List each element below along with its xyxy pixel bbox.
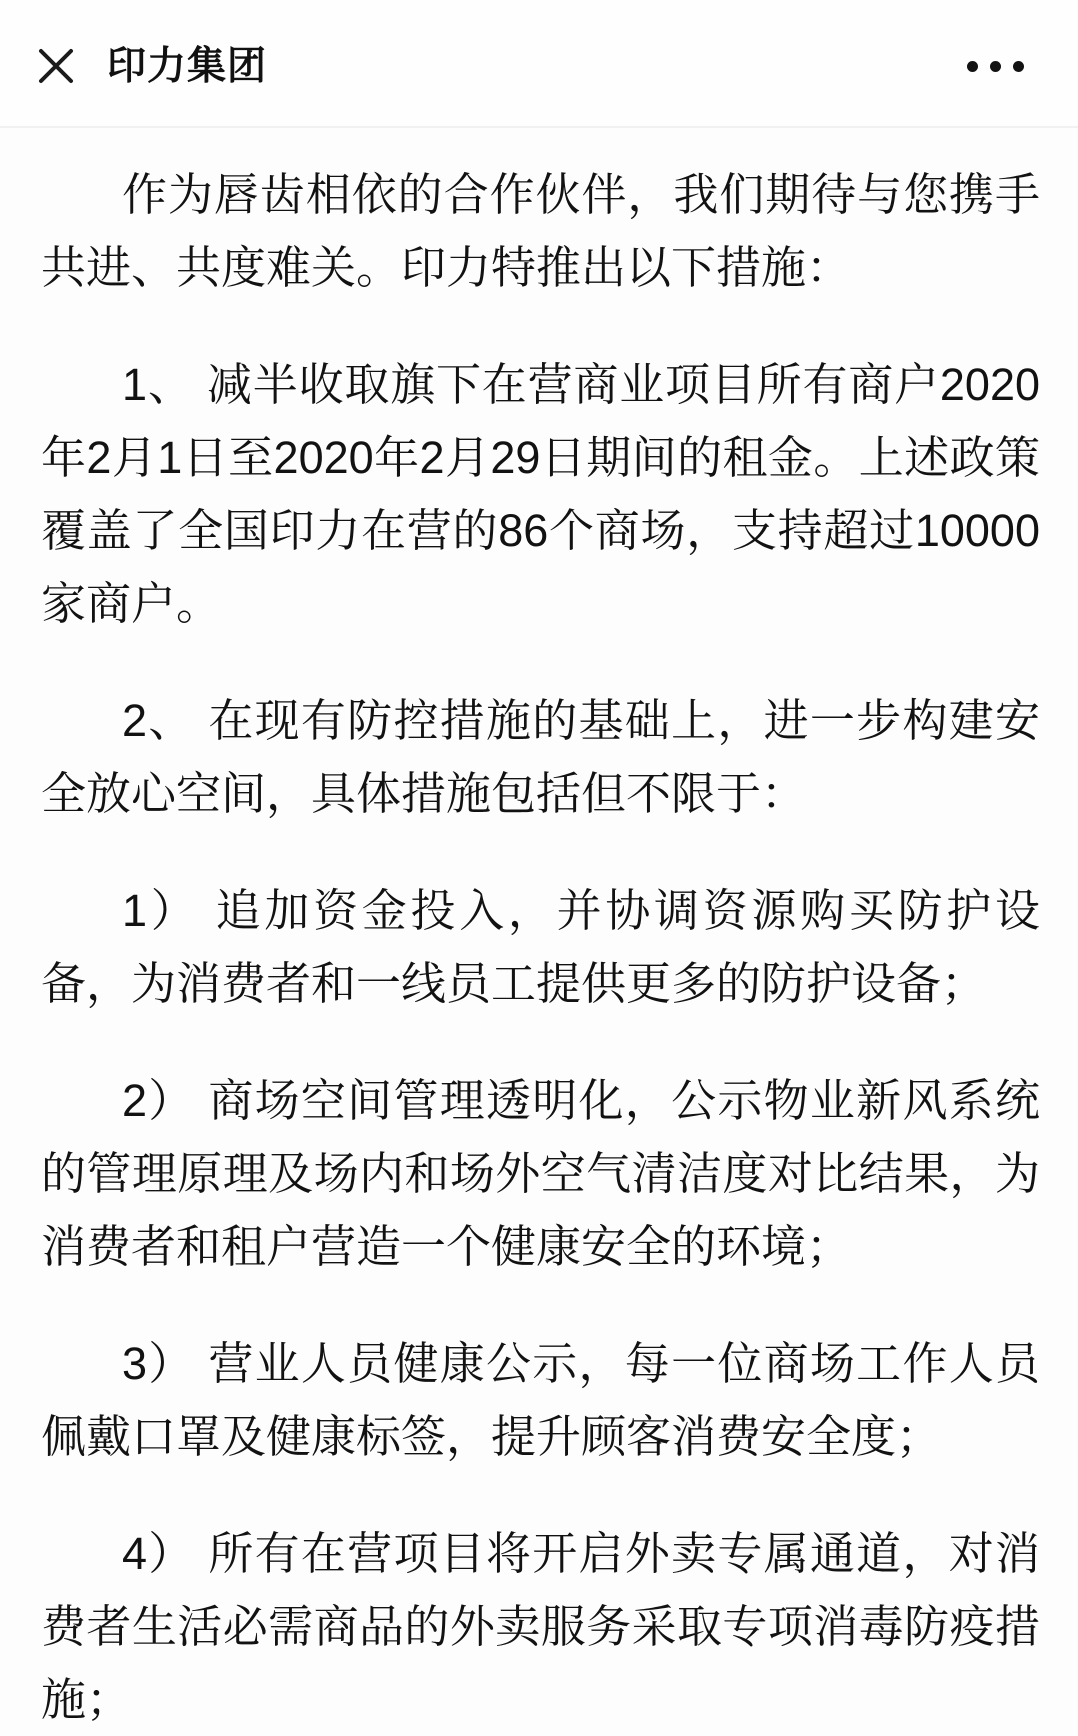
more-menu-button[interactable]: [965, 47, 1026, 86]
page-title: 印力集团: [107, 44, 268, 88]
paragraph-measure-1: 1、 减半收取旗下在营商业项目所有商户2020年2月1日至2020年2月29日期间的租金。上述政策覆盖了全国印力在营的86个商场，支持超过10000家商户。: [41, 359, 1040, 629]
ellipsis-dot: [967, 61, 978, 72]
paragraph-sub-3: 3） 营业人员健康公示，每一位商场工作人员佩戴口罩及健康标签，提升顾客消费安全度；: [41, 1338, 1040, 1462]
titlebar: [0, 0, 1078, 128]
paragraph-intro: 作为唇齿相依的合作伙伴，我们期待与您携手共进、共度难关。印力特推出以下措施：: [41, 169, 1040, 293]
paragraph-sub-1: 1） 追加资金投入，并协调资源购买防护设备，为消费者和一线员工提供更多的防护设备；: [41, 885, 1040, 1009]
paragraph-measure-2: 2、 在现有防控措施的基础上，进一步构建安全放心空间，具体措施包括但不限于：: [41, 695, 1040, 819]
ellipsis-icon: [967, 61, 1024, 72]
ellipsis-dot: [1013, 61, 1024, 72]
close-icon: [35, 45, 77, 87]
paragraph-sub-4: 4） 所有在营项目将开启外卖专属通道，对消费者生活必需商品的外卖服务采取专项消毒防疫措施；: [41, 1528, 1040, 1725]
article-body: [0, 128, 1078, 1736]
ellipsis-dot: [990, 61, 1001, 72]
close-button[interactable]: [33, 43, 79, 89]
paragraph-sub-2: 2） 商场空间管理透明化，公示物业新风系统的管理原理及场内和场外空气清洁度对比结果，为消费者和租户营造一个健康安全的环境；: [41, 1075, 1040, 1272]
